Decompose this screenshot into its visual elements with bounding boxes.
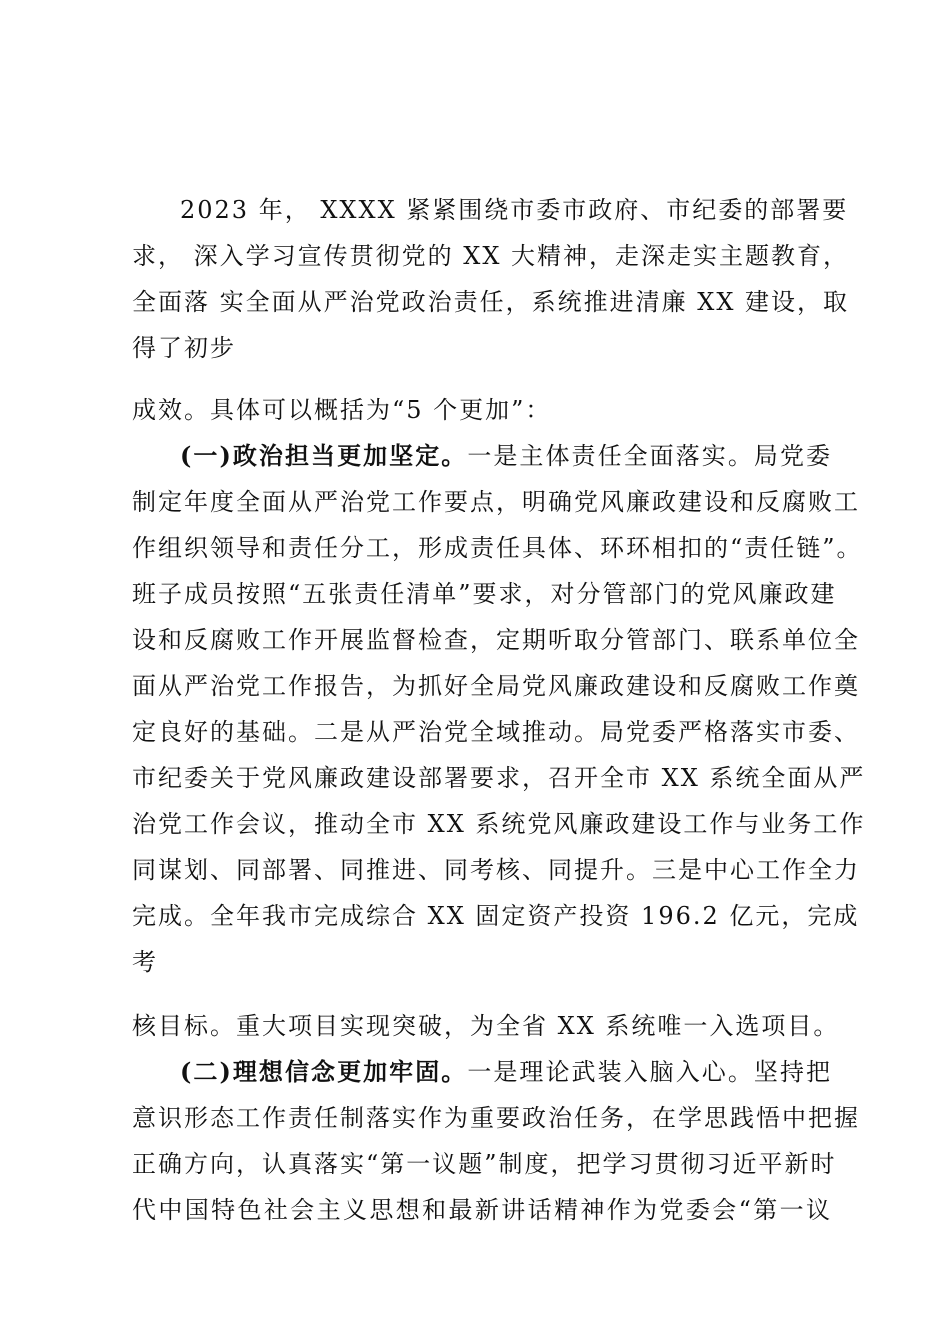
section2-heading: (二)理想信念更加牢固。 [180, 1057, 468, 1086]
section2-line-1: 意识形态工作责任制落实作为重要政治任务，在学思践悟中把握 [132, 1104, 860, 1132]
section1-line-6: 定良好的基础。二是从严治党全域推动。局党委严格落实市委、 [132, 718, 860, 746]
section1-line-7: 市纪委关于党风廉政建设部署要求，召开全市 XX 系统全面从严 [132, 764, 866, 792]
section1-first-line [180, 438, 832, 474]
section1-line-9: 同谋划、同部署、同推进、同考核、同提升。三是中心工作全力 [132, 856, 860, 884]
intro-line-4: 得了初步 [132, 334, 236, 362]
section2-line-3: 代中国特色社会主义思想和最新讲话精神作为党委会“第一议 [132, 1196, 832, 1224]
section1-line-8: 治党工作会议，推动全市 XX 系统党风廉政建设工作与业务工作 [132, 810, 866, 838]
section1-line-10: 完成。全年我市完成综合 XX 固定资产投资 196.2 亿元，完成 [132, 902, 860, 930]
intro-line-3: 全面落 实全面从严治党政治责任，系统推进清廉 XX 建设，取 [132, 288, 850, 316]
section1-line-1: 制定年度全面从严治党工作要点，明确党风廉政建设和反腐败工 [132, 488, 860, 516]
section1-line-11: 考 [132, 948, 158, 976]
section2-first-line-text: 一是理论武装入脑入心。坚持把 [467, 1058, 832, 1086]
intro-line-2: 求， 深入学习宣传贯彻党的 XX 大精神，走深走实主题教育， [132, 242, 850, 270]
section1-line-3: 班子成员按照“五张责任清单”要求，对分管部门的党风廉政建 [132, 580, 837, 608]
section1-line-2: 作组织领导和责任分工，形成责任具体、环环相扣的“责任链”。 [132, 534, 863, 562]
section1-line-12: 核目标。重大项目实现突破，为全省 XX 系统唯一入选项目。 [132, 1012, 840, 1040]
section1-heading: (一)政治担当更加坚定。 [180, 441, 468, 470]
section2-line-2: 正确方向，认真落实“第一议题”制度，把学习贯彻习近平新时 [132, 1150, 837, 1178]
intro-line-1: 2023 年， XXXX 紧紧围绕市委市政府、市纪委的部署要 [180, 196, 849, 224]
section1-line-5: 面从严治党工作报告，为抓好全局党风廉政建设和反腐败工作奠 [132, 672, 860, 700]
section1-first-line-text: 一是主体责任全面落实。局党委 [467, 442, 832, 470]
section1-line-4: 设和反腐败工作开展监督检查，定期听取分管部门、联系单位全 [132, 626, 860, 654]
section2-first-line [180, 1054, 832, 1090]
intro-line-5: 成效。具体可以概括为“5 个更加”： [132, 396, 552, 424]
